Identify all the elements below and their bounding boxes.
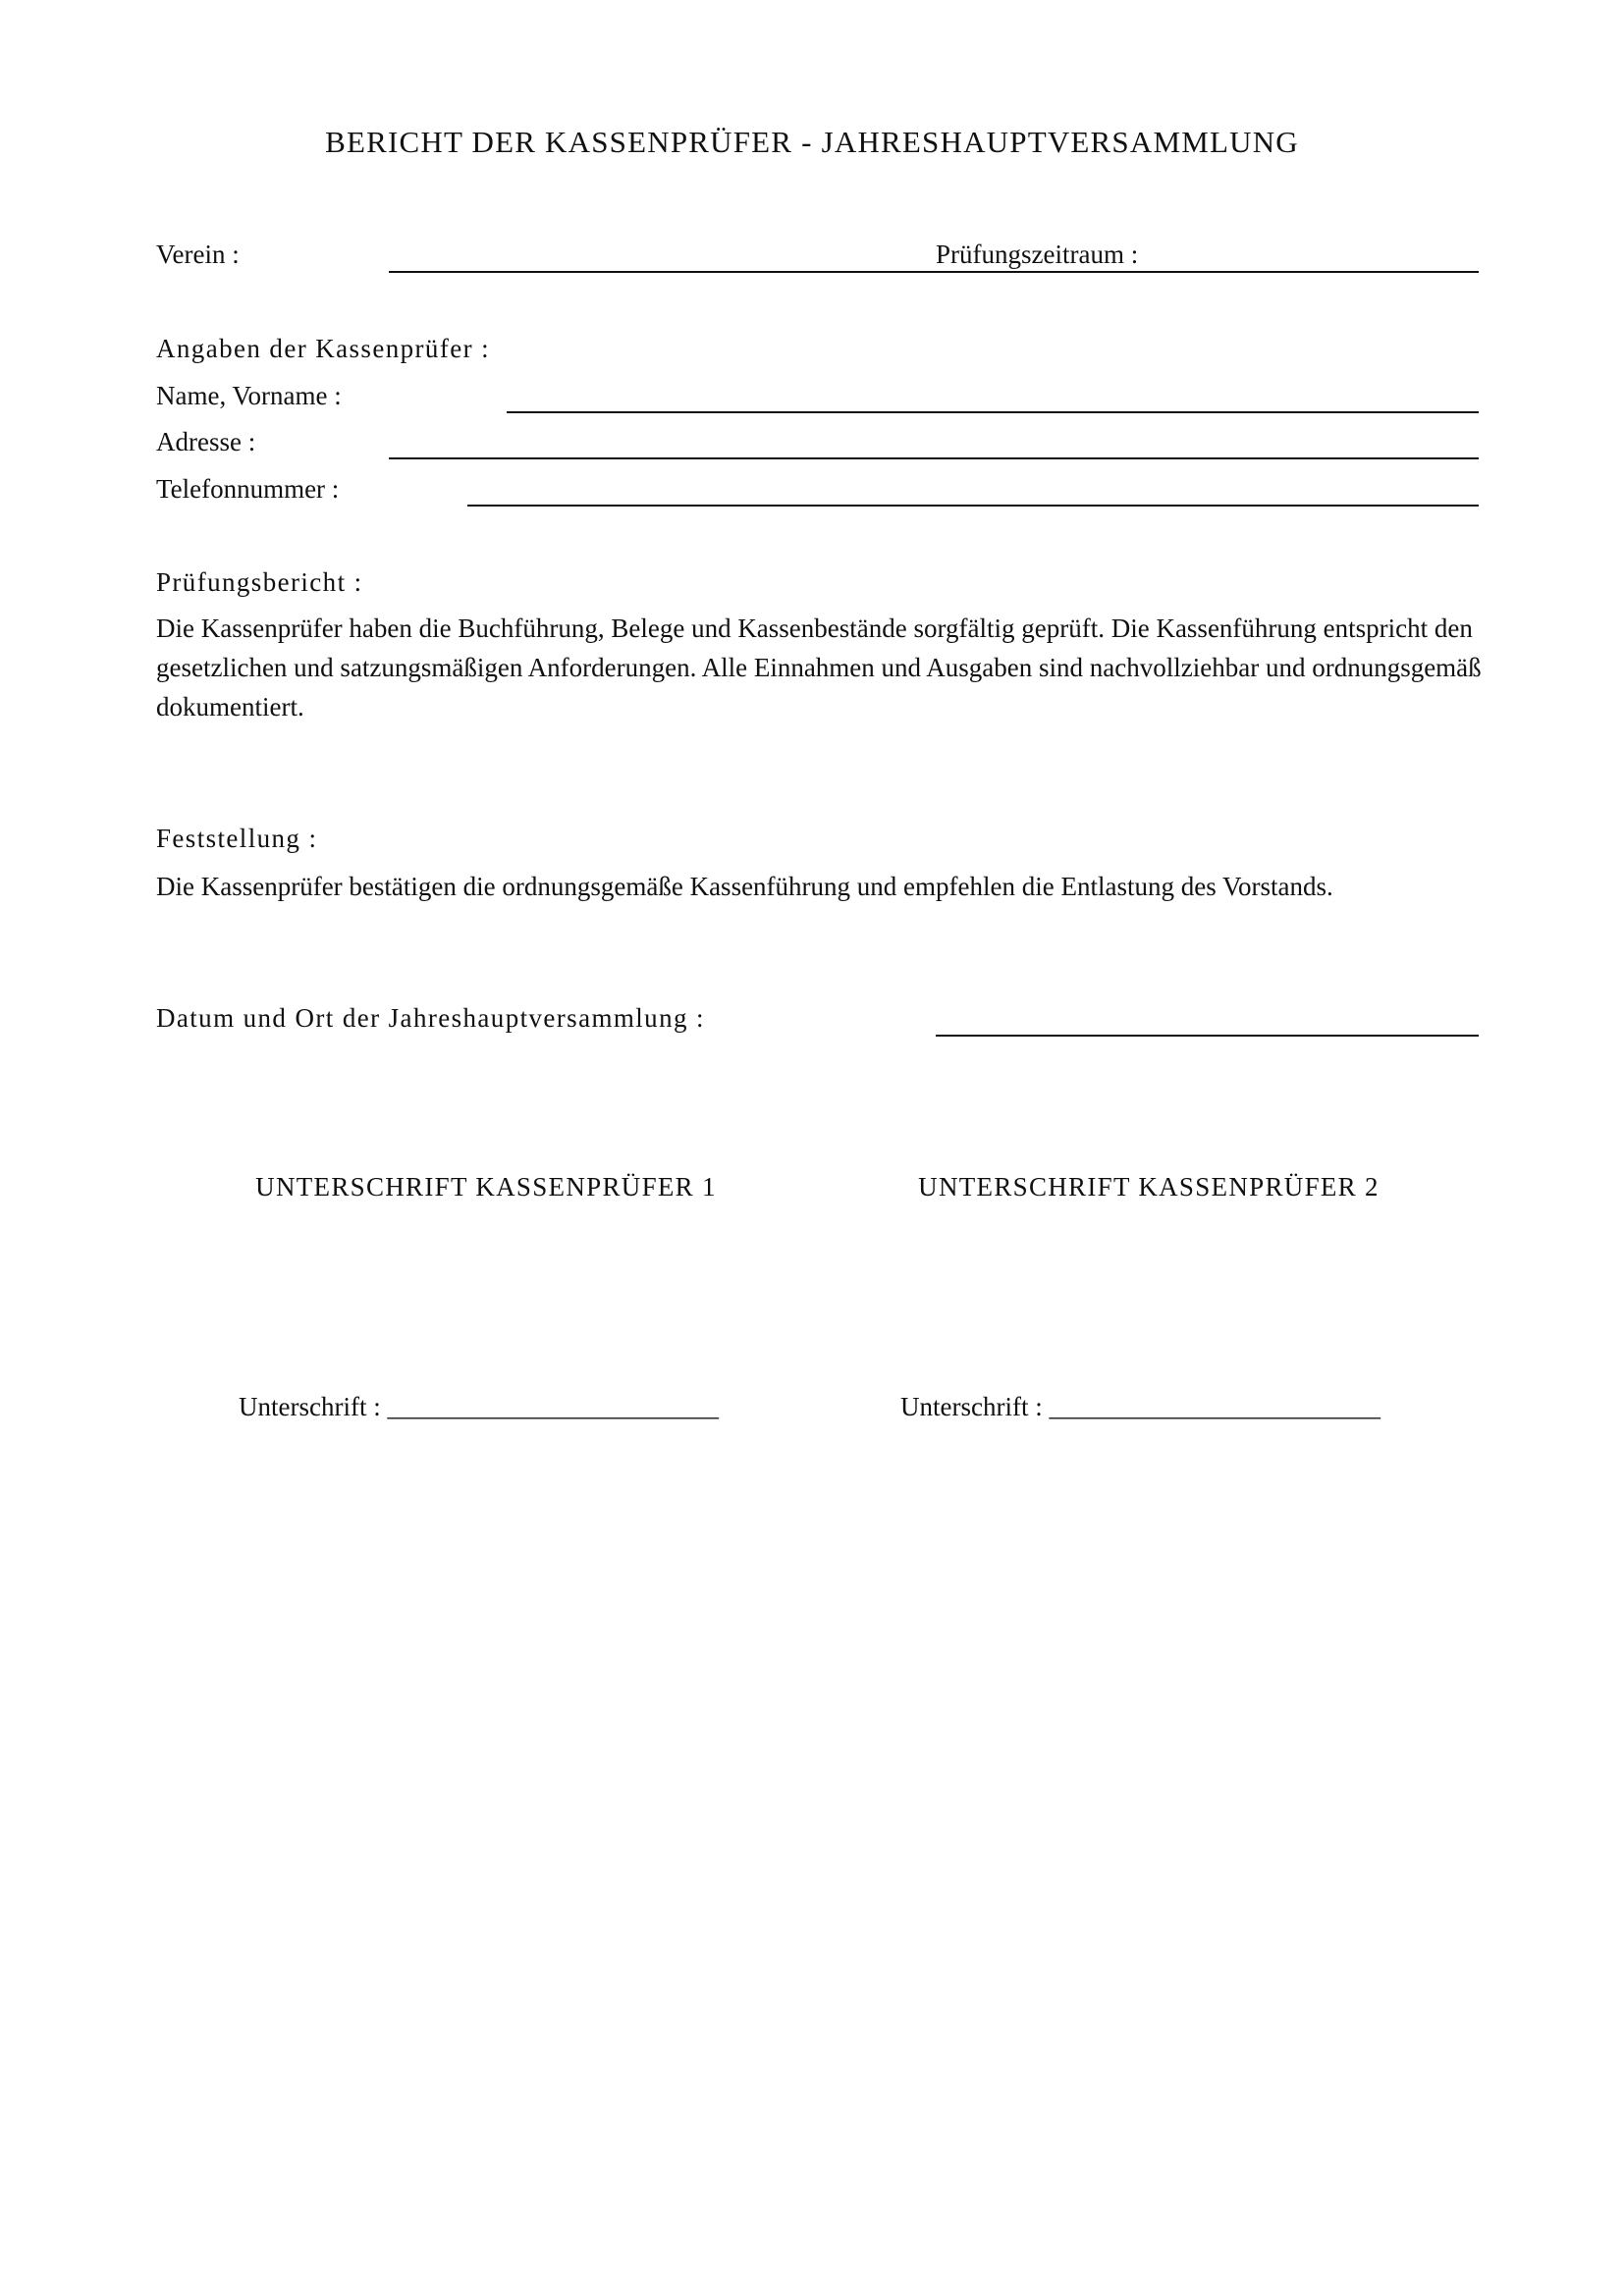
name-label: Name, Vorname :: [156, 381, 342, 410]
name-field-line[interactable]: [507, 411, 1479, 413]
signature1-heading: UNTERSCHRIFT KASSENPRÜFER 1: [255, 1172, 717, 1201]
verein-label: Verein :: [156, 240, 240, 269]
verein-field-line[interactable]: [389, 271, 1479, 273]
adresse-field-line[interactable]: [389, 457, 1479, 459]
feststellung-heading: Feststellung :: [156, 824, 318, 853]
signature1-field[interactable]: Unterschrift : _________________________: [239, 1392, 719, 1421]
pruefer-heading: Angaben der Kassenprüfer :: [156, 334, 491, 363]
bericht-text: Die Kassenprüfer haben die Buchführung, Belege und Kassenbestände sorgfältig geprüft. Die Kassenführung entspricht den gesetzlichen und satzungsmäßigen Anforderungen. Alle Einnahmen und Ausgaben sind nachvollziehbar und ordnungsgemäß dokumentiert.: [156, 614, 1482, 721]
bericht-heading: Prüfungsbericht :: [156, 567, 363, 597]
datum-ort-label: Datum und Ort der Jahreshauptversammlung :: [156, 1003, 705, 1033]
document-title: BERICHT DER KASSENPRÜFER - JAHRESHAUPTVERSAMMLUNG: [325, 125, 1299, 159]
adresse-label: Adresse :: [156, 427, 256, 456]
datum-ort-field-line[interactable]: [936, 1035, 1479, 1037]
pruefungszeitraum-label: Prüfungszeitraum :: [936, 240, 1139, 269]
feststellung-text: Die Kassenprüfer bestätigen die ordnungsgemäße Kassenführung und empfehlen die Entlastung des Vorstands.: [156, 872, 1333, 901]
telefon-field-line[interactable]: [467, 505, 1479, 507]
signature2-heading: UNTERSCHRIFT KASSENPRÜFER 2: [918, 1172, 1380, 1201]
telefon-label: Telefonnummer :: [156, 474, 340, 504]
signature2-field[interactable]: Unterschrift : _________________________: [900, 1392, 1380, 1421]
